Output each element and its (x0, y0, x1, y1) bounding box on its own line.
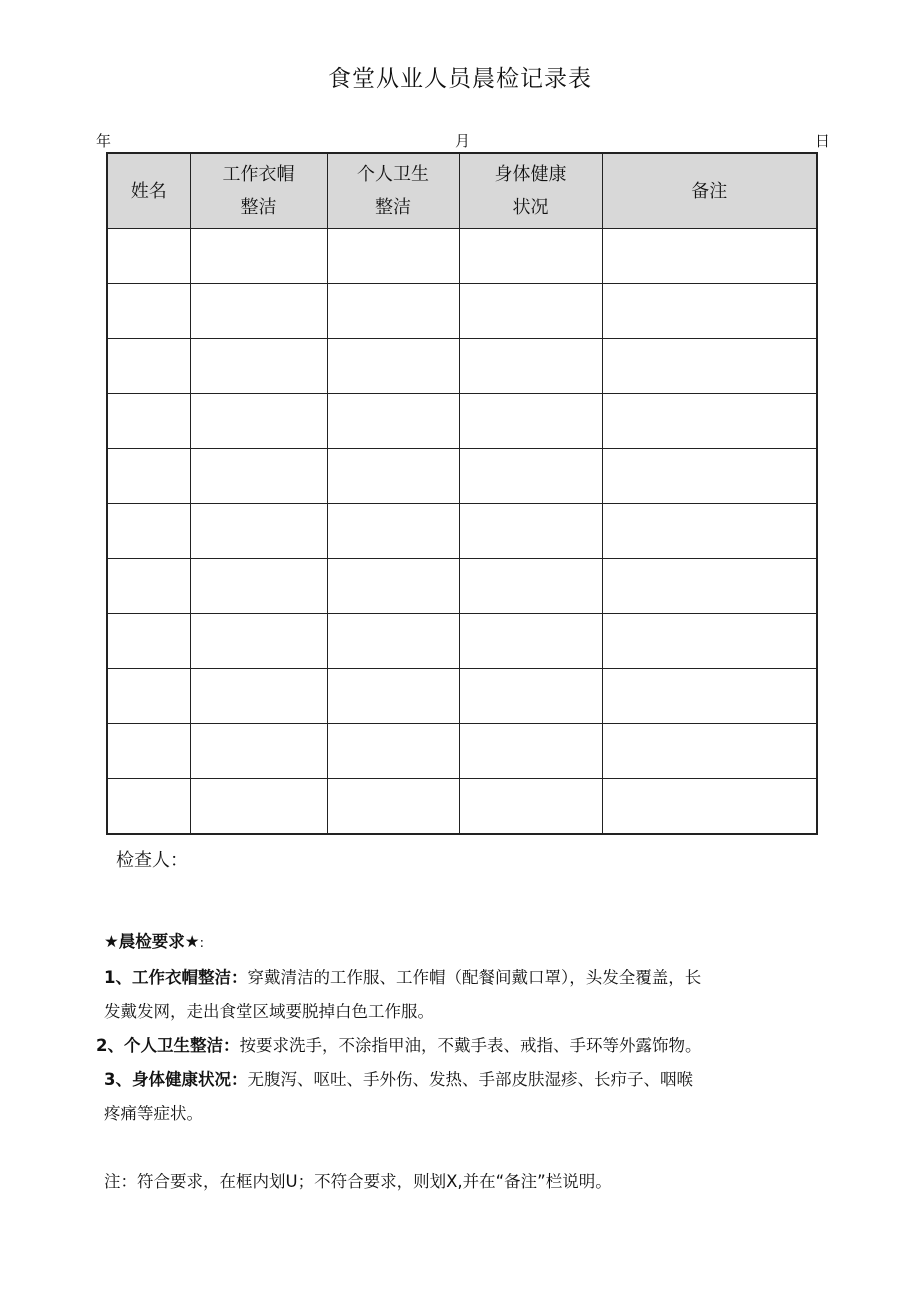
table-cell[interactable] (602, 779, 817, 835)
table-row (107, 449, 817, 504)
table-cell[interactable] (107, 394, 190, 449)
table-cell[interactable] (602, 394, 817, 449)
header-name (107, 153, 190, 229)
table-cell[interactable] (602, 449, 817, 504)
table-cell[interactable] (107, 229, 190, 284)
requirements-heading-colon: : (199, 936, 204, 951)
header-uniform-line1: 工作衣帽 (222, 164, 295, 185)
table-cell[interactable] (327, 779, 459, 835)
table-cell[interactable] (602, 614, 817, 669)
table-cell[interactable] (107, 339, 190, 394)
table-cell[interactable] (190, 449, 327, 504)
table-row (107, 339, 817, 394)
requirement-2-text: 按要求洗手，不涂指甲油，不戴手表、戒指、手环等外露饰物。 (239, 1036, 702, 1055)
requirement-1 (104, 964, 701, 988)
table-cell[interactable] (459, 559, 602, 614)
header-health-status (459, 153, 602, 229)
requirement-3-continued: 疼痛等症状。 (104, 1104, 203, 1123)
table-cell[interactable] (190, 339, 327, 394)
requirements-heading-text: ★晨检要求★ (104, 932, 200, 951)
table-row (107, 614, 817, 669)
table-cell[interactable] (107, 504, 190, 559)
table-cell[interactable] (459, 284, 602, 339)
table-row (107, 669, 817, 724)
table-row (107, 724, 817, 779)
table-row (107, 504, 817, 559)
table-row (107, 559, 817, 614)
table-cell[interactable] (602, 559, 817, 614)
table-cell[interactable] (602, 339, 817, 394)
table-cell[interactable] (190, 504, 327, 559)
table-cell[interactable] (327, 504, 459, 559)
table-cell[interactable] (107, 779, 190, 835)
table-header-row (107, 153, 817, 229)
table-body (107, 229, 817, 835)
date-year-label: 年 (96, 132, 112, 150)
requirement-1-label: 1、工作衣帽整洁： (104, 968, 248, 987)
table-cell[interactable] (602, 284, 817, 339)
table-cell[interactable] (107, 614, 190, 669)
requirement-1-text: 穿戴清洁的工作服、工作帽（配餐间戴口罩），头发全覆盖，长 (247, 968, 702, 987)
requirement-2 (96, 1032, 701, 1056)
table-cell[interactable] (327, 229, 459, 284)
table-cell[interactable] (327, 614, 459, 669)
requirement-1-continued: 发戴发网，走出食堂区域要脱掉白色工作服。 (104, 1002, 434, 1021)
header-health-line2: 状况 (512, 197, 549, 218)
form-title: 食堂从业人员晨检记录表 (328, 66, 592, 92)
table-cell[interactable] (327, 559, 459, 614)
date-month-label: 月 (455, 132, 471, 150)
table-cell[interactable] (190, 724, 327, 779)
table-cell[interactable] (459, 449, 602, 504)
table-cell[interactable] (459, 724, 602, 779)
table-cell[interactable] (190, 284, 327, 339)
table-row (107, 284, 817, 339)
table-cell[interactable] (190, 614, 327, 669)
table-cell[interactable] (459, 339, 602, 394)
table-cell[interactable] (190, 394, 327, 449)
requirement-3-label: 3、身体健康状况： (104, 1070, 248, 1089)
table-cell[interactable] (190, 559, 327, 614)
table-cell[interactable] (107, 449, 190, 504)
header-hygiene-line1: 个人卫生 (357, 164, 429, 185)
header-uniform-clean (190, 153, 327, 229)
header-hygiene-line2: 整洁 (375, 197, 411, 218)
table-cell[interactable] (190, 229, 327, 284)
table-cell[interactable] (459, 229, 602, 284)
header-health-line1: 身体健康 (494, 164, 567, 185)
table-cell[interactable] (327, 669, 459, 724)
table-cell[interactable] (327, 449, 459, 504)
header-hygiene-clean (327, 153, 459, 229)
table-cell[interactable] (459, 394, 602, 449)
table-cell[interactable] (459, 504, 602, 559)
header-name-text: 姓名 (130, 180, 167, 202)
date-line (96, 130, 830, 150)
table-cell[interactable] (327, 394, 459, 449)
table-cell[interactable] (459, 669, 602, 724)
table-row (107, 229, 817, 284)
table-row (107, 779, 817, 835)
header-remarks (602, 153, 817, 229)
table-cell[interactable] (602, 724, 817, 779)
table-cell[interactable] (459, 779, 602, 835)
header-remarks-text: 备注 (691, 180, 728, 202)
table-cell[interactable] (327, 339, 459, 394)
table-cell[interactable] (459, 614, 602, 669)
table-row (107, 394, 817, 449)
date-day-label: 日 (814, 132, 830, 150)
table-cell[interactable] (327, 724, 459, 779)
requirements-heading (104, 928, 204, 952)
table-cell[interactable] (190, 669, 327, 724)
inspector-label: 检查人： (116, 850, 188, 871)
requirement-3-text: 无腹泻、呕吐、手外伤、发热、手部皮肤湿疹、长疖子、咽喉 (247, 1070, 693, 1089)
table-cell[interactable] (602, 504, 817, 559)
requirement-3 (104, 1066, 693, 1090)
inspection-table (106, 152, 818, 835)
table-cell[interactable] (602, 669, 817, 724)
table-cell[interactable] (107, 559, 190, 614)
table-cell[interactable] (190, 779, 327, 835)
table-cell[interactable] (107, 724, 190, 779)
table-cell[interactable] (327, 284, 459, 339)
footnote: 注：符合要求，在框内划U；不符合要求，则划X,并在“备注”栏说明。 (104, 1172, 612, 1191)
table-cell[interactable] (107, 284, 190, 339)
requirement-2-label: 2、个人卫生整洁： (96, 1036, 240, 1055)
table-cell[interactable] (107, 669, 190, 724)
table-cell[interactable] (602, 229, 817, 284)
header-uniform-line2: 整洁 (240, 197, 277, 218)
